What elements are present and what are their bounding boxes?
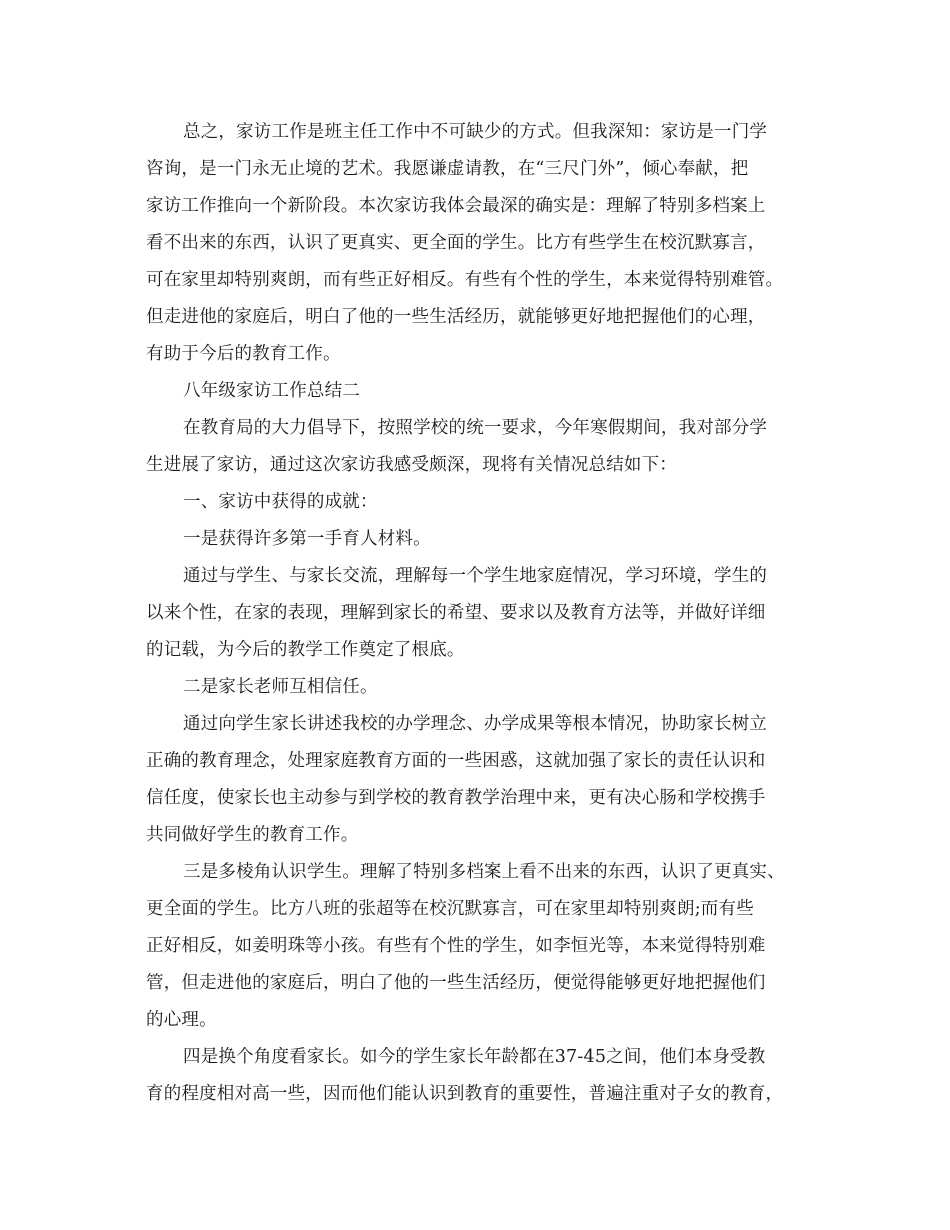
paragraph-line: 但走进他的家庭后，明白了他的一些生活经历，就能够更好地把握他们的心理， [146,307,766,327]
paragraph-line: 家访工作推向一个新阶段。本次家访我体会最深的确实是：理解了特别多档案上 [146,196,766,216]
subheading: 一是获得许多第一手育人材料。 [183,529,431,549]
paragraph-line: 看不出来的东西，认识了更真实、更全面的学生。比方有些学生在校沉默寡言， [146,233,766,253]
paragraph-line: 以来个性，在家的表现，理解到家长的希望、要求以及教育方法等，并做好详细 [146,603,766,623]
paragraph-line: 生进展了家访，通过这次家访我感受颇深，现将有关情况总结如下： [146,455,677,475]
subheading: 二是家长老师互相信任。 [183,677,378,697]
paragraph-line: 育的程度相对高一些，因而他们能认识到教育的重要性，普遍注重对子女的教育， [146,1084,784,1104]
paragraph-line: 管，但走进他的家庭后，明白了他的一些生活经历，便觉得能够更好地把握他们 [146,973,766,993]
subheading: 一、家访中获得的成就： [183,492,378,512]
paragraph-line: 总之，家访工作是班主任工作中不可缺少的方式。但我深知：家访是一门学 [183,122,768,142]
paragraph-line: 咨询，是一门永无止境的艺术。我愿谦虚请教，在“三尺门外”，倾心奉献，把 [146,159,749,179]
paragraph-line: 三是多棱角认识学生。理解了特别多档案上看不出来的东西，认识了更真实、 [183,862,785,882]
paragraph-line: 更全面的学生。比方八班的张超等在校沉默寡言，可在家里却特别爽朗;而有些 [146,899,754,919]
paragraph-line: 可在家里却特别爽朗，而有些正好相反。有些有个性的学生，本来觉得特别难管。 [146,270,784,290]
paragraph-line: 四是换个角度看家长。如今的学生家长年龄都在37-45之间，他们本身受教 [183,1047,766,1067]
paragraph-line: 正确的教育理念，处理家庭教育方面的一些困惑，这就加强了家长的责任认识和 [146,751,766,771]
section-heading: 八年级家访工作总结二 [183,381,360,401]
paragraph-line: 信任度，使家长也主动参与到学校的教育教学治理中来，更有决心肠和学校携手 [146,788,766,808]
paragraph-line: 的心理。 [146,1010,217,1030]
paragraph-line: 通过与学生、与家长交流，理解每一个学生地家庭情况，学习环境，学生的 [183,566,768,586]
paragraph-line: 共同做好学生的教育工作。 [146,825,359,845]
paragraph-line: 有助于今后的教育工作。 [146,344,341,364]
paragraph-line: 通过向学生家长讲述我校的办学理念、办学成果等根本情况，协助家长树立 [183,714,768,734]
paragraph-line: 在教育局的大力倡导下，按照学校的统一要求，今年寒假期间，我对部分学 [183,418,768,438]
paragraph-line: 正好相反，如姜明珠等小孩。有些有个性的学生，如李恒光等，本来觉得特别难 [146,936,766,956]
paragraph-line: 的记载，为今后的教学工作奠定了根底。 [146,640,465,660]
